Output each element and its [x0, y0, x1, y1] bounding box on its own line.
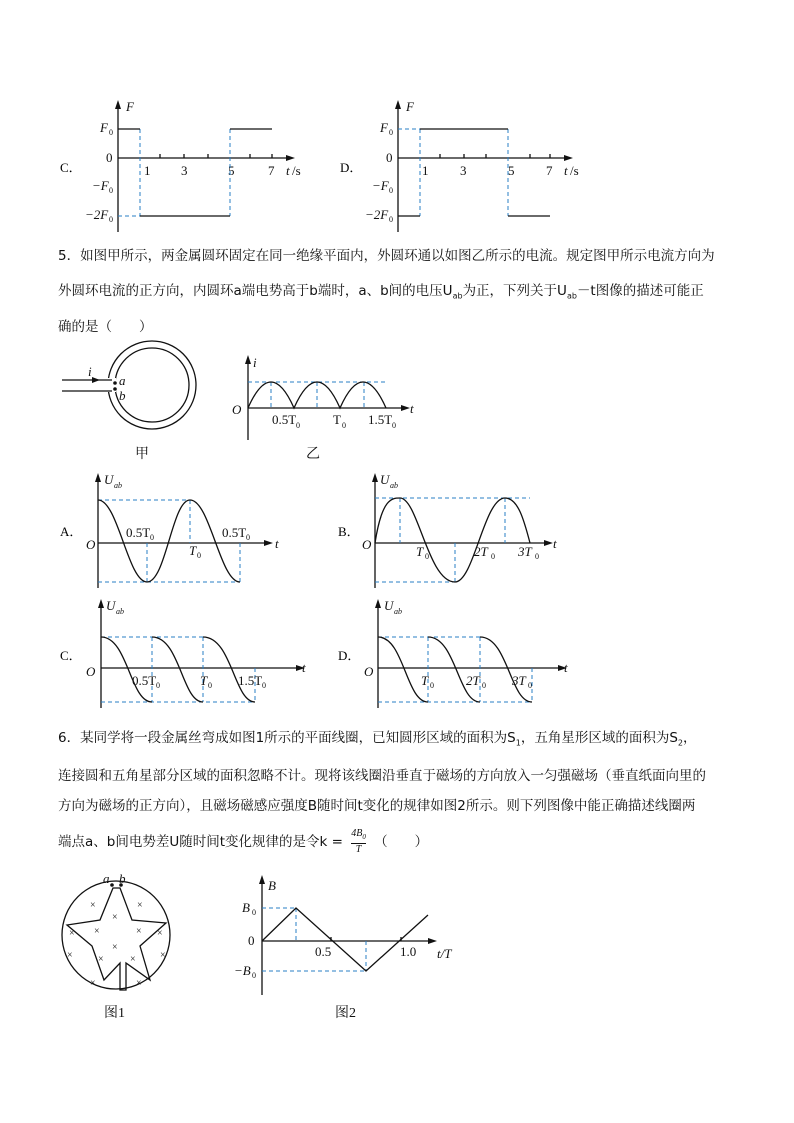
y-axis-arrow-icon: [98, 599, 104, 608]
svg-text:0.5: 0.5: [315, 944, 332, 959]
svg-text:1: 1: [422, 163, 429, 178]
tick-f0: F: [100, 120, 108, 135]
svg-text:t: t: [564, 660, 568, 675]
svg-text:/s: /s: [292, 163, 301, 178]
svg-text:0: 0: [296, 421, 300, 430]
svg-text:1.0: 1.0: [400, 944, 417, 959]
svg-text:7: 7: [546, 163, 553, 178]
svg-text:O: O: [364, 664, 374, 679]
q4-option-d-graph: [340, 99, 579, 232]
svg-text:0: 0: [109, 128, 113, 137]
svg-text:B．: B．: [338, 524, 360, 539]
field-cross-icon: ×: [157, 928, 163, 939]
svg-text:0: 0: [392, 421, 396, 430]
voltage-waveform: [98, 500, 240, 582]
origin-zero: 0: [106, 150, 113, 165]
svg-text:U: U: [106, 598, 116, 613]
svg-text:ab: ab: [394, 607, 402, 616]
q5-option-c-graph: [60, 598, 306, 708]
q4-option-c-graph: [60, 99, 301, 232]
point-a: a: [103, 871, 110, 886]
q6-stem-line3: 方向为磁场的正方向），且磁场磁感应强度B随时间t变化的规律如图2所示。则下列图像中能正确描述线圈两: [58, 798, 696, 814]
q5-stem-line3: 确的是（ ）: [58, 319, 153, 335]
svg-text:i: i: [253, 355, 257, 370]
svg-text:0: 0: [248, 933, 255, 948]
svg-text:0: 0: [246, 533, 250, 542]
svg-text:−2F: −2F: [365, 207, 389, 222]
tick-7: 7: [268, 163, 275, 178]
voltage-waveform: [378, 637, 532, 702]
svg-text:−B: −B: [234, 963, 251, 978]
caption-fig1: 图1: [104, 1006, 125, 1021]
svg-text:0: 0: [109, 215, 113, 224]
svg-text:C．: C．: [60, 648, 82, 663]
svg-text:t: t: [275, 536, 279, 551]
svg-text:0: 0: [389, 128, 393, 137]
svg-text:t/T: t/T: [437, 946, 452, 961]
q5-figure-jia: [62, 341, 196, 462]
svg-text:ab: ab: [114, 481, 122, 490]
q6-stem-line4: 端点a、b间电势差U随时间t变化规律的是令k = $\frac{4B_0}{T}$ （ ）: [58, 828, 429, 855]
tick-5: 5: [228, 163, 235, 178]
svg-text:t: t: [302, 660, 306, 675]
svg-text:0: 0: [491, 552, 495, 561]
axis-label-t: t: [286, 163, 290, 178]
svg-text:0: 0: [430, 681, 434, 690]
point-a: a: [119, 373, 126, 388]
svg-text:B: B: [242, 900, 250, 915]
svg-text:0: 0: [342, 421, 346, 430]
svg-text:T: T: [189, 543, 197, 558]
field-cross-icon: ×: [112, 912, 118, 923]
svg-text:5: 5: [508, 163, 515, 178]
svg-text:0: 0: [252, 971, 256, 980]
point-b: b: [119, 388, 126, 403]
x-axis-arrow-icon: [564, 155, 573, 161]
field-cross-icon: ×: [130, 954, 136, 965]
svg-text:t: t: [564, 163, 568, 178]
y-axis-arrow-icon: [372, 473, 378, 482]
x-axis-arrow-icon: [286, 155, 295, 161]
svg-text:t: t: [553, 536, 557, 551]
svg-text:0: 0: [109, 186, 113, 195]
q6-stem-line2: 连接圆和五角星部分区域的面积忽略不计。现将该线圈沿垂直于磁场的方向放入一匀强磁场（垂直纸面向里的: [58, 768, 706, 784]
svg-text:0: 0: [208, 681, 212, 690]
svg-text:0: 0: [535, 552, 539, 561]
field-cross-icon: ×: [94, 926, 100, 937]
tick-neg-f0: −F: [92, 178, 109, 193]
x-axis-arrow-icon: [544, 540, 553, 546]
svg-text:3T: 3T: [518, 544, 532, 559]
svg-text:T: T: [421, 673, 429, 688]
svg-text:0: 0: [252, 908, 256, 917]
q6-figure-1: [62, 871, 170, 1021]
svg-text:F: F: [380, 120, 388, 135]
y-axis-arrow-icon: [95, 473, 101, 482]
b-field-graph: [262, 908, 428, 971]
svg-text:O: O: [232, 402, 242, 417]
point-b: b: [119, 871, 126, 886]
svg-text:−F: −F: [372, 178, 389, 193]
svg-text:0: 0: [156, 681, 160, 690]
tick-3: 3: [181, 163, 188, 178]
svg-text:O: O: [86, 537, 96, 552]
current-arrow-icon: [92, 377, 100, 383]
field-cross-icon: ×: [160, 950, 166, 961]
svg-text:/s: /s: [570, 163, 579, 178]
field-cross-icon: ×: [90, 978, 96, 989]
caption-yi: 乙: [306, 447, 320, 462]
caption-jia: 甲: [135, 447, 149, 462]
option-d-letter: D．: [340, 160, 363, 175]
svg-text:2T: 2T: [466, 673, 480, 688]
q5-option-d-graph: [338, 598, 568, 708]
y-axis-arrow-icon: [259, 875, 265, 884]
inner-ring: [115, 348, 189, 422]
svg-text:0.5T: 0.5T: [222, 525, 247, 540]
field-cross-icon: ×: [98, 954, 104, 965]
x-axis-arrow-icon: [401, 405, 410, 411]
caption-fig2: 图2: [335, 1006, 356, 1021]
q5-stem-line2: 外圆环电流的正方向，内圆环a端电势高于b端时，a、b间的电压$U_{ab}$为正，下列关于$U_{ab}-t$图像的描述可能正: [58, 283, 704, 301]
svg-text:0: 0: [386, 150, 393, 165]
field-cross-icon: ×: [90, 900, 96, 911]
svg-text:D．: D．: [338, 648, 361, 663]
svg-text:0: 0: [197, 551, 201, 560]
voltage-waveform: [375, 498, 530, 582]
svg-text:i: i: [88, 364, 92, 379]
axis-label-f: F: [126, 99, 134, 114]
svg-text:T: T: [416, 544, 424, 559]
x-axis-arrow-icon: [428, 938, 437, 944]
svg-text:A．: A．: [60, 524, 83, 539]
q5-figure-yi: [232, 355, 414, 462]
q6-stem-line1: 6．某同学将一段金属丝弯成如图1所示的平面线圈，已知圆形区域的面积为$S_1$，五角星形区域的面积为$S_2$，: [58, 730, 697, 748]
field-cross-icon: ×: [112, 942, 118, 953]
y-axis-arrow-icon: [375, 599, 381, 608]
q5-option-b-graph: [338, 472, 557, 588]
svg-text:B: B: [268, 878, 276, 893]
svg-text:T: T: [200, 673, 208, 688]
q5-option-a-graph: [60, 472, 279, 588]
field-cross-icon: ×: [136, 978, 142, 989]
field-cross-icon: ×: [136, 926, 142, 937]
field-cross-icon: ×: [137, 900, 143, 911]
svg-text:O: O: [86, 664, 96, 679]
q5-stem-line1: 5．如图甲所示，两金属圆环固定在同一绝缘平面内，外圆环通以如图乙所示的电流。规定图甲所示电流方向为: [58, 248, 715, 264]
svg-text:O: O: [362, 537, 372, 552]
y-axis-arrow-icon: [245, 355, 251, 364]
svg-text:1.5T: 1.5T: [238, 673, 263, 688]
svg-text:0.5T: 0.5T: [126, 525, 151, 540]
svg-text:3T: 3T: [512, 673, 526, 688]
svg-text:ab: ab: [390, 481, 398, 490]
svg-text:0: 0: [425, 552, 429, 561]
svg-text:0: 0: [482, 681, 486, 690]
svg-text:0: 0: [389, 186, 393, 195]
svg-text:0.5T: 0.5T: [132, 673, 157, 688]
star-loop: [67, 888, 166, 990]
svg-text:F: F: [406, 99, 414, 114]
svg-text:U: U: [104, 472, 114, 487]
y-axis-arrow-icon: [395, 100, 401, 109]
svg-text:U: U: [384, 598, 394, 613]
y-axis-arrow-icon: [115, 100, 121, 109]
svg-text:t: t: [410, 401, 414, 416]
svg-text:U: U: [380, 472, 390, 487]
field-cross-icon: ×: [69, 928, 75, 939]
option-c-letter: C．: [60, 160, 82, 175]
q6-figure-2: [234, 875, 452, 1021]
svg-text:ab: ab: [116, 607, 124, 616]
svg-text:0.5T: 0.5T: [272, 412, 297, 427]
field-cross-icon: ×: [67, 950, 73, 961]
svg-text:2T: 2T: [474, 544, 488, 559]
svg-text:T: T: [333, 412, 341, 427]
svg-text:0: 0: [389, 215, 393, 224]
svg-text:0: 0: [262, 681, 266, 690]
svg-text:0: 0: [150, 533, 154, 542]
tick-1: 1: [144, 163, 151, 178]
x-axis-arrow-icon: [264, 540, 273, 546]
svg-text:1.5T: 1.5T: [368, 412, 393, 427]
svg-text:0: 0: [528, 681, 532, 690]
tick-neg2f0: −2F: [85, 207, 109, 222]
svg-text:3: 3: [460, 163, 467, 178]
voltage-waveform: [101, 637, 255, 702]
